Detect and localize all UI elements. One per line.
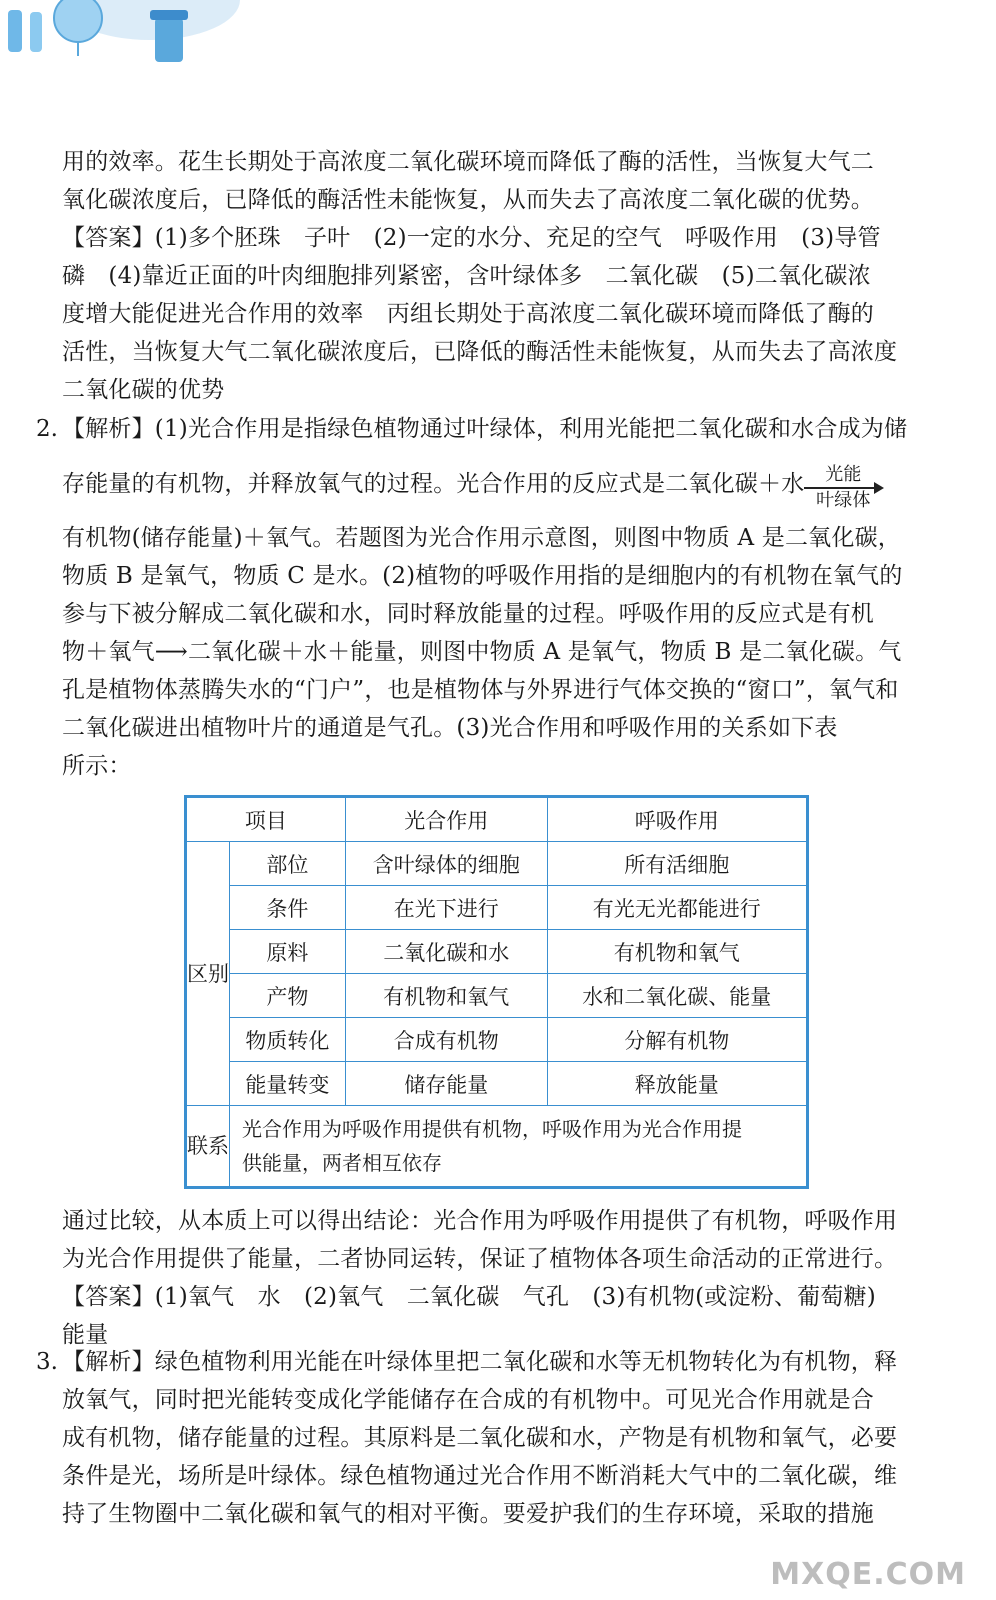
text-line: 条件是光，场所是叶绿体。绿色植物通过光合作用不断消耗大气中的二氧化碳，维	[62, 1463, 898, 1489]
table-cell: 有机物和氧气	[547, 930, 807, 974]
text-line: 持了生物圈中二氧化碳和氧气的相对平衡。要爱护我们的生存环境，采取的措施	[62, 1501, 874, 1527]
question-2-line-1	[62, 410, 942, 448]
text-line: 磷 (4)靠近正面的叶肉细胞排列紧密，含叶绿体多 二氧化碳 (5)二氧化碳浓	[62, 263, 871, 289]
table-cell: 含叶绿体的细胞	[345, 842, 547, 886]
text-line: 【解析】绿色植物利用光能在叶绿体里把二氧化碳和水等无机物转化为有机物，释	[62, 1349, 898, 1375]
text-line: 【答案】(1)多个胚珠 子叶 (2)一定的水分、充足的空气 呼吸作用 (3)导管	[62, 225, 881, 251]
text-line: 物＋氧气⟶二氧化碳＋水＋能量，则图中物质 A 是氧气，物质 B 是二氧化碳。气	[62, 639, 902, 665]
table-cell: 部位	[230, 842, 346, 886]
arrow-right-icon	[804, 487, 882, 489]
arrow-bottom-label: 叶绿体	[816, 490, 871, 511]
link-text-line: 光合作用为呼吸作用提供有机物，呼吸作用为光合作用提	[242, 1117, 742, 1141]
arrow-top-label: 光能	[825, 464, 862, 485]
text-line: 【解析】(1)光合作用是指绿色植物通过叶绿体，利用光能把二氧化碳和水合成为储	[62, 416, 908, 442]
text-line: 物质 B 是氧气，物质 C 是水。(2)植物的呼吸作用指的是细胞内的有机物在氧气的	[62, 563, 903, 589]
comparison-table	[184, 795, 809, 1189]
table-header-row	[186, 797, 808, 842]
question-number-2: 2.	[36, 416, 58, 442]
table-cell: 物质转化	[230, 1018, 346, 1062]
table-cell: 有机物和氧气	[345, 974, 547, 1018]
answer-paragraph-1	[62, 143, 942, 409]
table-cell: 储存能量	[345, 1062, 547, 1106]
table-row	[186, 974, 808, 1018]
text-line: 二氧化碳进出植物叶片的通道是气孔。(3)光合作用和呼吸作用的关系如下表	[62, 715, 838, 741]
question-2-reaction-line	[62, 464, 942, 511]
text-line: 能量	[62, 1322, 109, 1348]
text-line: 用的效率。花生长期处于高浓度二氧化碳环境而降低了酶的活性，当恢复大气二	[62, 149, 874, 175]
diff-label: 区别	[187, 961, 229, 986]
table-cell: 释放能量	[547, 1062, 807, 1106]
table-link-row	[186, 1106, 808, 1188]
text-line: 所示：	[62, 753, 132, 779]
link-text-line: 供能量，两者相互依存	[242, 1151, 442, 1175]
text-line: 氧化碳浓度后，已降低的酶活性未能恢复，从而失去了高浓度二氧化碳的优势。	[62, 187, 874, 213]
diff-label-cell	[186, 842, 230, 1106]
text-line: 活性，当恢复大气二氧化碳浓度后，已降低的酶活性未能恢复，从而失去了高浓度	[62, 339, 898, 365]
text-line: 存能量的有机物，并释放氧气的过程。光合作用的反应式是二氧化碳＋水	[62, 471, 805, 497]
table-row	[186, 930, 808, 974]
question-3-body	[62, 1343, 942, 1533]
table-cell: 能量转变	[230, 1062, 346, 1106]
table-cell: 在光下进行	[345, 886, 547, 930]
table-header-cell: 呼吸作用	[547, 797, 807, 842]
table-cell: 原料	[230, 930, 346, 974]
text-line: 参与下被分解成二氧化碳和水，同时释放能量的过程。呼吸作用的反应式是有机	[62, 601, 874, 627]
question-2-body	[62, 519, 942, 785]
watermark: MXQE.COM	[770, 1557, 966, 1592]
table-row	[186, 886, 808, 930]
text-line: 放氧气，同时把光能转变成化学能储存在合成的有机物中。可见光合作用就是合	[62, 1387, 874, 1413]
text-line: 孔是植物体蒸腾失水的“门户”，也是植物体与外界进行气体交换的“窗口”，氧气和	[62, 677, 899, 703]
table-cell: 水和二氧化碳、能量	[547, 974, 807, 1018]
text-line: 二氧化碳的优势	[62, 377, 225, 403]
link-label: 联系	[187, 1134, 229, 1158]
table-cell: 条件	[230, 886, 346, 930]
table-row	[186, 1062, 808, 1106]
table-cell: 合成有机物	[345, 1018, 547, 1062]
link-label-cell	[186, 1106, 230, 1188]
text-line: 度增大能促进光合作用的效率 丙组长期处于高浓度二氧化碳环境而降低了酶的	[62, 301, 874, 327]
reaction-arrow	[804, 465, 882, 511]
table-cell: 二氧化碳和水	[345, 930, 547, 974]
table-cell: 所有活细胞	[547, 842, 807, 886]
text-line: 有机物(储存能量)＋氧气。若题图为光合作用示意图，则图中物质 A 是二氧化碳，	[62, 525, 901, 551]
lantern-decoration-icon	[0, 0, 240, 70]
text-line: 成有机物，储存能量的过程。其原料是二氧化碳和水，产物是有机物和氧气，必要	[62, 1425, 898, 1451]
table-row	[186, 842, 808, 886]
link-text-cell	[230, 1106, 808, 1188]
question-number-3: 3.	[36, 1349, 58, 1375]
table-header-cell: 项目	[186, 797, 346, 842]
table-cell: 分解有机物	[547, 1018, 807, 1062]
table-row	[186, 1018, 808, 1062]
text-line: 为光合作用提供了能量，二者协同运转，保证了植物体各项生命活动的正常进行。	[62, 1246, 898, 1272]
table-cell: 产物	[230, 974, 346, 1018]
text-line: 【答案】(1)氧气 水 (2)氧气 二氧化碳 气孔 (3)有机物(或淀粉、葡萄糖)	[62, 1284, 876, 1310]
text-line: 通过比较，从本质上可以得出结论：光合作用为呼吸作用提供了有机物，呼吸作用	[62, 1208, 898, 1234]
table-cell: 有光无光都能进行	[547, 886, 807, 930]
question-2-conclusion	[62, 1202, 942, 1354]
table-header-cell: 光合作用	[345, 797, 547, 842]
